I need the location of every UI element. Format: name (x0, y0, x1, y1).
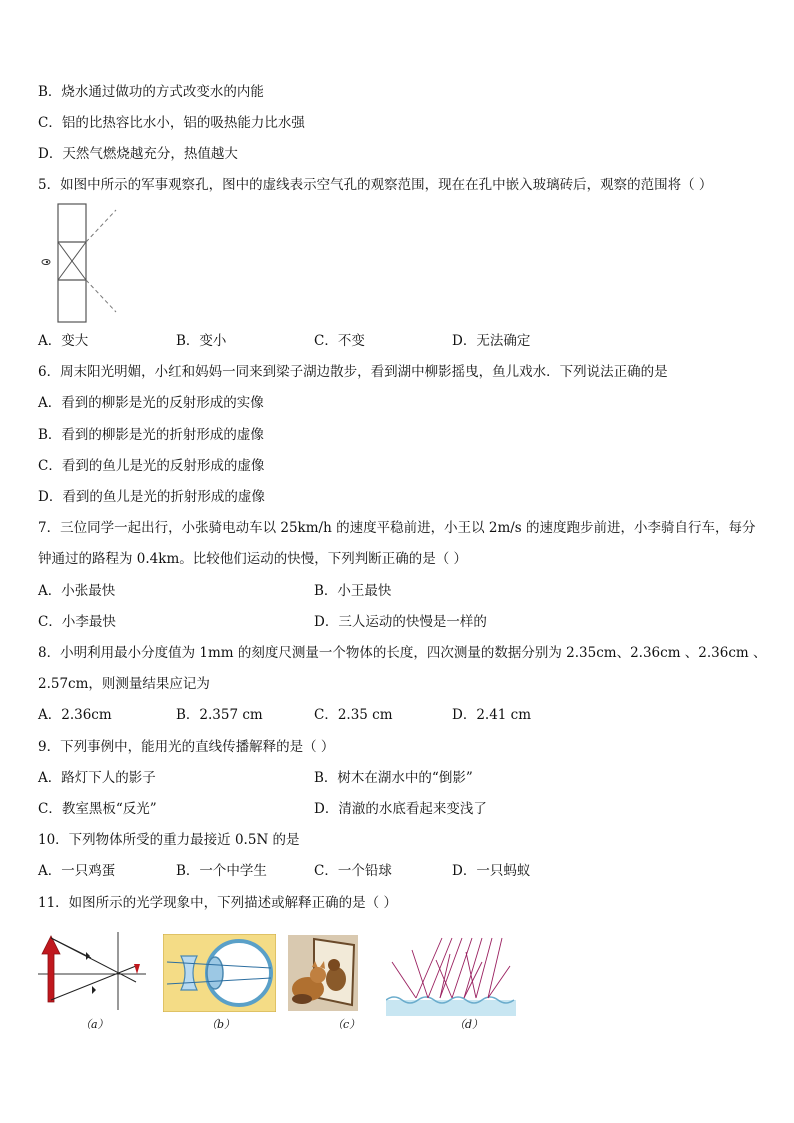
q7-stem-line1: 7．三位同学一起出行，小张骑电动车以 25km/h 的速度平稳前进，小王以 2m/s 的速度跑步前进，小李骑自行车，每分 (38, 520, 756, 536)
q4-option-c: C．铝的比热容比水小，铝的吸热能力比水强 (38, 115, 305, 131)
q10-option-b: B．一个中学生 (176, 863, 267, 879)
figure-a-caption: （a） (80, 1018, 109, 1031)
q5-option-d: D．无法确定 (452, 333, 531, 349)
q10-option-c: C．一个铅球 (314, 863, 392, 879)
figure-a-ray-diagram (36, 930, 148, 1012)
q7-option-c: C．小李最快 (38, 614, 116, 630)
q7-option-b: B．小王最快 (314, 583, 392, 599)
q5-option-b: B．变小 (176, 333, 227, 349)
image-arrow-icon (134, 964, 140, 974)
q4-option-d: D．天然气燃烧越充分，热值越大 (38, 146, 238, 162)
q10-option-d: D．一只蚂蚁 (452, 863, 531, 879)
q8-stem-line2: 2.57cm，则测量结果应记为 (38, 676, 210, 692)
q9-option-d: D．清澈的水底看起来变浅了 (314, 801, 487, 817)
q6-stem: 6．周末阳光明媚，小红和妈妈一同来到梁子湖边散步，看到湖中柳影摇曳，鱼儿戏水．下列说法正确的是 (38, 364, 668, 380)
q6-option-b: B．看到的柳影是光的折射形成的虚像 (38, 427, 264, 443)
figure-c-cat-mirror (288, 935, 358, 1011)
eye-icon (42, 260, 50, 265)
q5-option-a: A．变大 (38, 333, 89, 349)
q7-stem-line2: 钟通过的路程为 0.4km。比较他们运动的快慢，下列判断正确的是（ ） (38, 551, 468, 567)
figure-d-diffuse-reflection (386, 932, 516, 1016)
q9-option-c: C．教室黑板“反光” (38, 801, 157, 817)
q7-option-a: A．小张最快 (38, 583, 116, 599)
observation-hole-figure (36, 198, 126, 328)
q6-option-a: A．看到的柳影是光的反射形成的实像 (38, 395, 264, 411)
q9-option-a: A．路灯下人的影子 (38, 770, 156, 786)
q4-option-b: B．烧水通过做功的方式改变水的内能 (38, 84, 264, 100)
q10-stem: 10．下列物体所受的重力最接近 0.5N 的是 (38, 832, 300, 848)
q8-option-d: D．2.41 cm (452, 707, 532, 723)
figure-d-caption: （d） (454, 1018, 484, 1031)
q5-option-c: C．不变 (314, 333, 365, 349)
q9-stem: 9．下列事例中，能用光的直线传播解释的是（ ） (38, 739, 335, 755)
q8-option-a: A．2.36cm (38, 707, 112, 723)
q6-option-d: D．看到的鱼儿是光的折射形成的虚像 (38, 489, 265, 505)
figure-b-caption: （b） (206, 1018, 236, 1031)
figure-b-eye-lens (163, 934, 276, 1012)
figure-c-caption: （c） (332, 1018, 361, 1031)
q9-option-b: B．树木在湖水中的“倒影” (314, 770, 473, 786)
q6-option-c: C．看到的鱼儿是光的反射形成的虚像 (38, 458, 265, 474)
q10-option-a: A．一只鸡蛋 (38, 863, 116, 879)
object-arrow-icon (42, 936, 60, 1002)
q5-stem: 5．如图中所示的军事观察孔，图中的虚线表示空气孔的观察范围，现在在孔中嵌入玻璃砖后，观察的范围将（ ） (38, 177, 713, 193)
q8-stem-line1: 8．小明利用最小分度值为 1mm 的刻度尺测量一个物体的长度，四次测量的数据分别为 2.35cm、2.36cm 、2.36cm 、 (38, 645, 767, 661)
q8-option-c: C．2.35 cm (314, 707, 393, 723)
q7-option-d: D．三人运动的快慢是一样的 (314, 614, 487, 630)
q8-option-b: B．2.357 cm (176, 707, 263, 723)
q11-stem: 11．如图所示的光学现象中，下列描述或解释正确的是（ ） (38, 895, 397, 911)
